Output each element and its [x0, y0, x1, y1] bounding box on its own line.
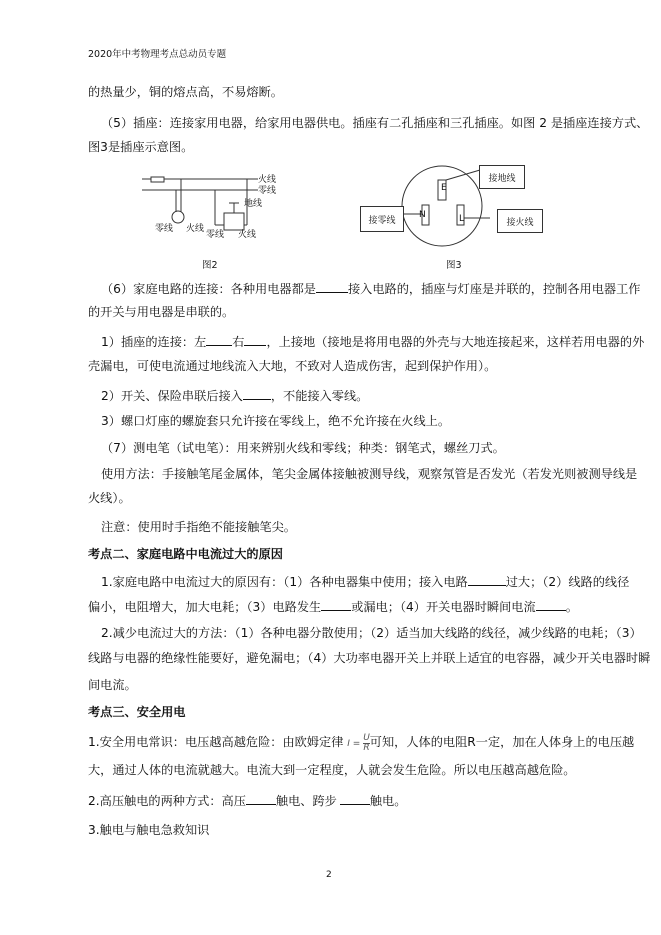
text: ，上接地（接地是将用电器的外壳与大地连接起来，这样若用电器的外: [266, 335, 645, 349]
fill-blank: [316, 280, 348, 293]
text: 右: [232, 335, 245, 349]
section-heading: 考点三、安全用电: [88, 705, 186, 719]
page-number: 2: [326, 870, 332, 880]
text: 可知，人体的电阻R一定，加在人体身上的电压越: [369, 735, 635, 749]
text: 2）开关、保险串联后接入: [101, 389, 243, 403]
text: 。: [565, 600, 578, 614]
label-live: 火线: [186, 224, 205, 234]
paragraph-line: 的开关与用电器是串联的。: [88, 305, 235, 319]
text: （6）家庭电路的连接：各种用电器都是: [101, 282, 316, 296]
paragraph-line: 2.减少电流过大的方法：（1）各种电器分散使用；（2）适当加大线路的线径，减少线路的电耗；（3）: [101, 626, 642, 640]
paragraph-line: 间电流。: [88, 678, 137, 692]
text: 触电。: [369, 794, 407, 808]
text: 1.家庭电路中电流过大的原因有：（1）各种电器集中使用；接入电路: [101, 575, 468, 589]
paragraph-line: [101, 280, 640, 297]
paragraph-line: 3）螺口灯座的螺旋套只允许接在零线上，绝不允许接在火线上。: [101, 414, 451, 428]
paragraph-line: 壳漏电，可使电流通过地线流入大地，不致对人造成伤害，起到保护作用）。: [88, 359, 497, 373]
numerator: U: [363, 733, 370, 743]
paragraph-line: 使用方法：手接触笔尾金属体，笔尖金属体接触被测导线，观察氖管是否发光（若发光则被测导线是: [101, 467, 638, 481]
label-ground: 地线: [244, 199, 263, 209]
running-header: 2020年中考物理考点总动员专题: [88, 49, 227, 60]
fill-blank: [206, 333, 232, 346]
live-wire-box: 接火线: [497, 209, 543, 233]
fill-blank: [340, 792, 370, 805]
paragraph-line: 线路与电器的绝缘性能要好，避免漏电；（4）大功率电器开关上并联上适宜的电容器，减少开关电器时瞬: [88, 651, 651, 665]
paragraph-line: 火线）。: [88, 491, 131, 505]
fill-blank: [246, 792, 276, 805]
fill-blank: [244, 333, 266, 346]
paragraph-line: [88, 598, 578, 615]
paragraph-line: 大，通过人体的电流就越大。电流大到一定程度，人就会发生危险。所以电压越高越危险。: [88, 763, 576, 777]
ground-wire-box: 接地线: [479, 165, 525, 189]
label-e: E: [441, 183, 447, 193]
text: 1.安全用电常识：电压越高越危险：由欧姆定律: [88, 735, 344, 749]
fill-blank: [321, 598, 351, 611]
figure-caption: 图2: [202, 260, 218, 271]
text: 偏小，电阻增大，加大电耗；（3）电路发生: [88, 600, 322, 614]
paragraph-line: （5）插座：连接家用电器，给家用电器供电。插座有二孔插座和三孔插座。如图 2 是插座连接方式、: [101, 116, 649, 130]
label-n: N: [419, 210, 426, 220]
fill-blank: [243, 387, 271, 400]
label-l: L: [459, 214, 465, 224]
text: 或漏电；（4）开关电器时瞬间电流: [351, 600, 536, 614]
figure-caption: 图3: [446, 260, 462, 271]
text: 触电、跨步: [275, 794, 337, 808]
paragraph-line: （7）测电笔（试电笔）：用来辨别火线和零线；种类：钢笔式，螺丝刀式。: [101, 441, 505, 455]
label-neutral: 零线: [155, 224, 174, 234]
text: 过大；（2）线路的线径: [505, 575, 630, 589]
label-neutral: 零线: [258, 186, 277, 196]
text: 1）插座的连接：左: [101, 335, 207, 349]
text: 接入电路的，插座与灯座是并联的，控制各用电器工作: [347, 282, 641, 296]
ohms-law-formula: [347, 733, 370, 753]
section-heading: 考点二、家庭电路中电流过大的原因: [88, 547, 283, 561]
paragraph-line: [88, 792, 406, 809]
paragraph-line: [101, 573, 629, 590]
fill-blank: [536, 598, 566, 611]
fill-blank: [468, 573, 506, 586]
paragraph-line: [101, 387, 368, 404]
text: ，不能接入零线。: [270, 389, 369, 403]
paragraph-line: [101, 333, 644, 350]
text: 2.高压触电的两种方式：高压: [88, 794, 246, 808]
label-live: 火线: [258, 175, 277, 185]
label-neutral: 零线: [206, 230, 225, 240]
paragraph-line: 3.触电与触电急救知识: [88, 823, 210, 837]
label-live: 火线: [238, 230, 257, 240]
paragraph-line: 图3是插座示意图。: [88, 140, 194, 154]
fraction: [363, 734, 370, 753]
denominator: R: [363, 743, 370, 753]
paragraph-line: 的热量少，铜的熔点高，不易熔断。: [88, 85, 283, 99]
neutral-wire-box: 接零线: [360, 206, 404, 232]
paragraph-line: [88, 734, 634, 753]
formula-lhs: I =: [347, 739, 361, 749]
paragraph-line: 注意：使用时手指绝不能接触笔尖。: [101, 520, 296, 534]
